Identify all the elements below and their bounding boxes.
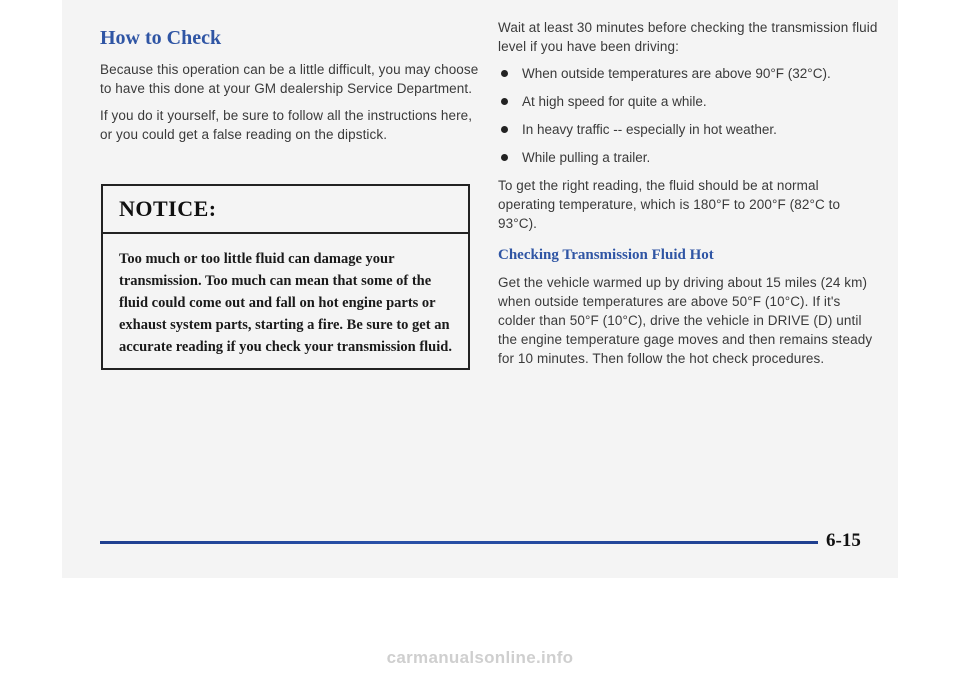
notice-header bbox=[103, 186, 468, 234]
subsection-heading: Checking Transmission Fluid Hot bbox=[498, 247, 714, 263]
left-column bbox=[100, 26, 480, 152]
list-item-text: At high speed for quite a while. bbox=[522, 94, 707, 109]
list-item-text: While pulling a trailer. bbox=[522, 150, 651, 165]
notice-body: Too much or too little fluid can damage your transmission. Too much can mean that some of the fluid could come out and fall on hot engine parts or exhaust system parts, starting a fire. Be sure to get an accurate reading if you check your transmission fluid. bbox=[119, 251, 452, 355]
section-heading: How to Check bbox=[100, 27, 222, 49]
list-item bbox=[498, 92, 878, 111]
site-watermark: carmanualsonline.info bbox=[386, 648, 574, 667]
page-number: 6-15 bbox=[826, 530, 861, 551]
paragraph-hot-check: Get the vehicle warmed up by driving about 15 miles (24 km) when outside temperatures are above 50°F (10°C). If it's colder than 50°F (10°C), drive the vehicle in DRIVE (D) until the engine temperature gage moves and then remains steady for 10 minutes. Then follow the hot check procedures. bbox=[498, 275, 873, 366]
right-column bbox=[498, 18, 878, 376]
condition-list bbox=[498, 64, 878, 167]
paragraph-dealership: Because this operation can be a little difficult, you may choose to have this done at your GM dealership Service Department. bbox=[100, 62, 479, 96]
list-item-text: In heavy traffic -- especially in hot weather. bbox=[522, 122, 777, 137]
list-item bbox=[498, 148, 878, 167]
list-item-text: When outside temperatures are above 90°F (32°C). bbox=[522, 66, 831, 81]
paragraph-instructions: If you do it yourself, be sure to follow all the instructions here, or you could get a false reading on the dipstick. bbox=[100, 108, 473, 142]
notice-title: NOTICE: bbox=[119, 196, 217, 221]
paragraph-temperature: To get the right reading, the fluid should be at normal operating temperature, which is 180°F to 200°F (82°C to 93°C). bbox=[498, 178, 841, 231]
bullet-icon bbox=[501, 154, 508, 161]
bullet-icon bbox=[501, 126, 508, 133]
list-item bbox=[498, 120, 878, 139]
footer-rule bbox=[100, 541, 818, 544]
bullet-icon bbox=[501, 98, 508, 105]
paragraph-wait: Wait at least 30 minutes before checking the transmission fluid level if you have been driving: bbox=[498, 20, 878, 54]
notice-box bbox=[101, 184, 470, 370]
list-item bbox=[498, 64, 878, 83]
bullet-icon bbox=[501, 70, 508, 77]
